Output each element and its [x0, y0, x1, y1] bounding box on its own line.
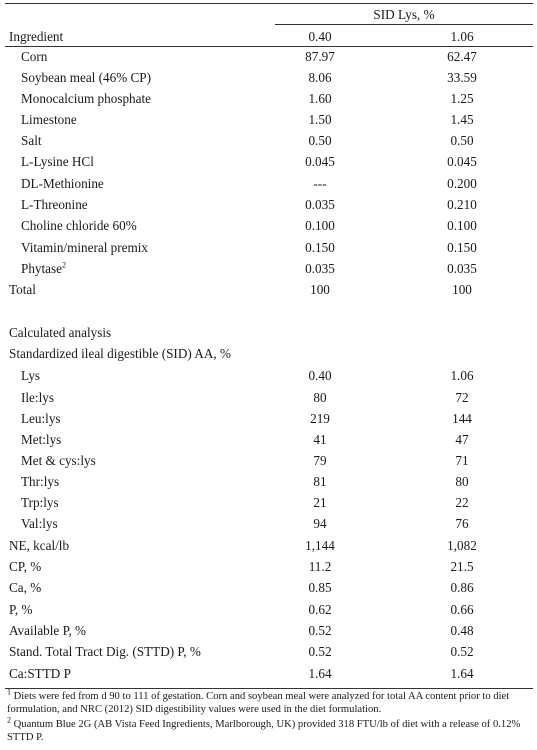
ingredient-value-low: 1.50: [308, 112, 332, 127]
ingredient-value-low: 87.97: [305, 49, 335, 64]
ingredient-value-low: 0.50: [308, 133, 332, 148]
aa-value-low: 21: [313, 495, 327, 510]
aa-value-high: 22: [455, 495, 469, 510]
ingredient-value-low: 0.100: [305, 218, 335, 233]
nutrient-value-low: 1,144: [305, 538, 335, 553]
ingredient-label: Vitamin/mineral premix: [21, 240, 149, 255]
aa-label: Thr:lys: [21, 474, 60, 489]
nutrient-value-high: 1.64: [450, 666, 474, 681]
column-header-low-lys: 0.40: [308, 29, 332, 44]
nutrient-value-low: 1.64: [308, 666, 332, 681]
aa-value-high: 72: [455, 390, 469, 405]
ingredient-label: L-Lysine HCl: [21, 154, 94, 169]
ingredient-value-high: 0.210: [447, 197, 477, 212]
ingredient-value-high: 62.47: [447, 49, 477, 64]
nutrient-value-high: 21.5: [450, 559, 474, 574]
total-value-low: 100: [310, 282, 330, 297]
aa-label: Leu:lys: [21, 411, 61, 426]
ingredient-value-high: 0.150: [447, 240, 477, 255]
group-rule: [275, 24, 533, 25]
ingredient-value-high: 0.200: [447, 176, 477, 191]
nutrient-label: Stand. Total Tract Dig. (STTD) P, %: [9, 644, 201, 659]
section-title-calculated-analysis: Calculated analysis: [9, 325, 112, 340]
ingredient-value-low: 0.035: [305, 261, 335, 276]
nutrient-value-low: 0.52: [308, 623, 332, 638]
nutrient-label: Ca:STTD P: [9, 666, 71, 681]
ingredient-label: Phytase: [21, 261, 63, 276]
footnote-marker: 2: [62, 260, 67, 270]
ingredient-value-high: 1.45: [450, 112, 474, 127]
ingredient-value-low: 0.035: [305, 197, 335, 212]
aa-value-high: 80: [455, 474, 469, 489]
column-header-high-lys: 1.06: [450, 29, 474, 44]
nutrient-label: CP, %: [9, 559, 42, 574]
nutrient-label: NE, kcal/lb: [9, 538, 70, 553]
ingredient-value-high: 0.100: [447, 218, 477, 233]
column-group-label: SID Lys, %: [373, 7, 435, 22]
aa-value-low: 80: [313, 390, 327, 405]
footnote-marker: 2: [7, 715, 11, 725]
ingredient-value-high: 0.035: [447, 261, 477, 276]
nutrient-value-high: 0.86: [450, 580, 474, 595]
aa-label: Lys: [21, 368, 41, 383]
ingredient-value-low: ---: [313, 176, 327, 191]
aa-value-high: 76: [455, 516, 469, 531]
aa-value-low: 0.40: [308, 368, 332, 383]
ingredient-label: Soybean meal (46% CP): [21, 70, 152, 85]
ingredient-label: DL-Methionine: [21, 176, 104, 191]
nutrient-value-high: 1,082: [447, 538, 477, 553]
ingredient-label: Limestone: [21, 112, 77, 127]
ingredient-value-high: 0.50: [450, 133, 474, 148]
nutrient-label: P, %: [9, 602, 33, 617]
ingredient-value-high: 1.25: [450, 91, 474, 106]
aa-label: Ile:lys: [21, 390, 54, 405]
total-value-high: 100: [452, 282, 472, 297]
ingredient-label-phytase: [21, 261, 66, 277]
aa-value-low: 81: [313, 474, 327, 489]
nutrient-value-low: 0.52: [308, 644, 332, 659]
column-header-ingredient: Ingredient: [9, 29, 64, 44]
aa-value-low: 94: [313, 516, 327, 531]
nutrient-value-low: 0.85: [308, 580, 332, 595]
nutrient-value-high: 0.66: [450, 602, 474, 617]
ingredient-value-low: 0.045: [305, 154, 335, 169]
ingredient-value-low: 8.06: [308, 70, 332, 85]
nutrient-value-high: 0.52: [450, 644, 474, 659]
nutrient-value-high: 0.48: [450, 623, 474, 638]
aa-label: Trp:lys: [21, 495, 59, 510]
aa-value-high: 144: [452, 411, 472, 426]
section-heading-sid: Standardized ileal digestible (SID) AA, %: [9, 346, 231, 361]
aa-value-low: 219: [310, 411, 330, 426]
ingredient-label: Choline chloride 60%: [21, 218, 137, 233]
ingredient-value-high: 33.59: [447, 70, 477, 85]
total-label: Total: [9, 282, 36, 297]
aa-value-high: 1.06: [450, 368, 474, 383]
ingredient-value-low: 1.60: [308, 91, 332, 106]
bottom-rule: [5, 688, 533, 689]
header-rule: [5, 46, 533, 47]
aa-value-high: 47: [455, 432, 469, 447]
aa-value-low: 41: [313, 432, 327, 447]
aa-label: Met & cys:lys: [21, 453, 96, 468]
footnote-2: [7, 715, 533, 744]
footnote-text: Quantum Blue 2G (AB Vista Feed Ingredients, Marlborough, UK) provided 318 FTU/lb of diet with a release of 0.12% STTD P.: [7, 719, 521, 743]
ingredient-label: Corn: [21, 49, 48, 64]
ingredient-label: L-Threonine: [21, 197, 88, 212]
aa-value-low: 79: [313, 453, 327, 468]
nutrient-label: Available P, %: [9, 623, 87, 638]
ingredient-value-low: 0.150: [305, 240, 335, 255]
ingredient-label: Salt: [21, 133, 42, 148]
nutrient-value-low: 11.2: [308, 559, 332, 574]
footnote-marker: 1: [7, 687, 11, 697]
nutrient-value-low: 0.62: [308, 602, 332, 617]
nutrient-label: Ca, %: [9, 580, 42, 595]
ingredient-label: Monocalcium phosphate: [21, 91, 152, 106]
aa-label: Met:lys: [21, 432, 62, 447]
footnote-1: [7, 687, 533, 716]
aa-label: Val:lys: [21, 516, 58, 531]
top-rule: [5, 3, 533, 4]
aa-value-high: 71: [455, 453, 469, 468]
footnote-text: Diets were fed from d 90 to 111 of gestation. Corn and soybean meal were analyzed for total AA content prior to diet formulation, and NRC (2012) SID digestibility values were used in the diet formulation.: [7, 691, 510, 715]
ingredient-value-high: 0.045: [447, 154, 477, 169]
